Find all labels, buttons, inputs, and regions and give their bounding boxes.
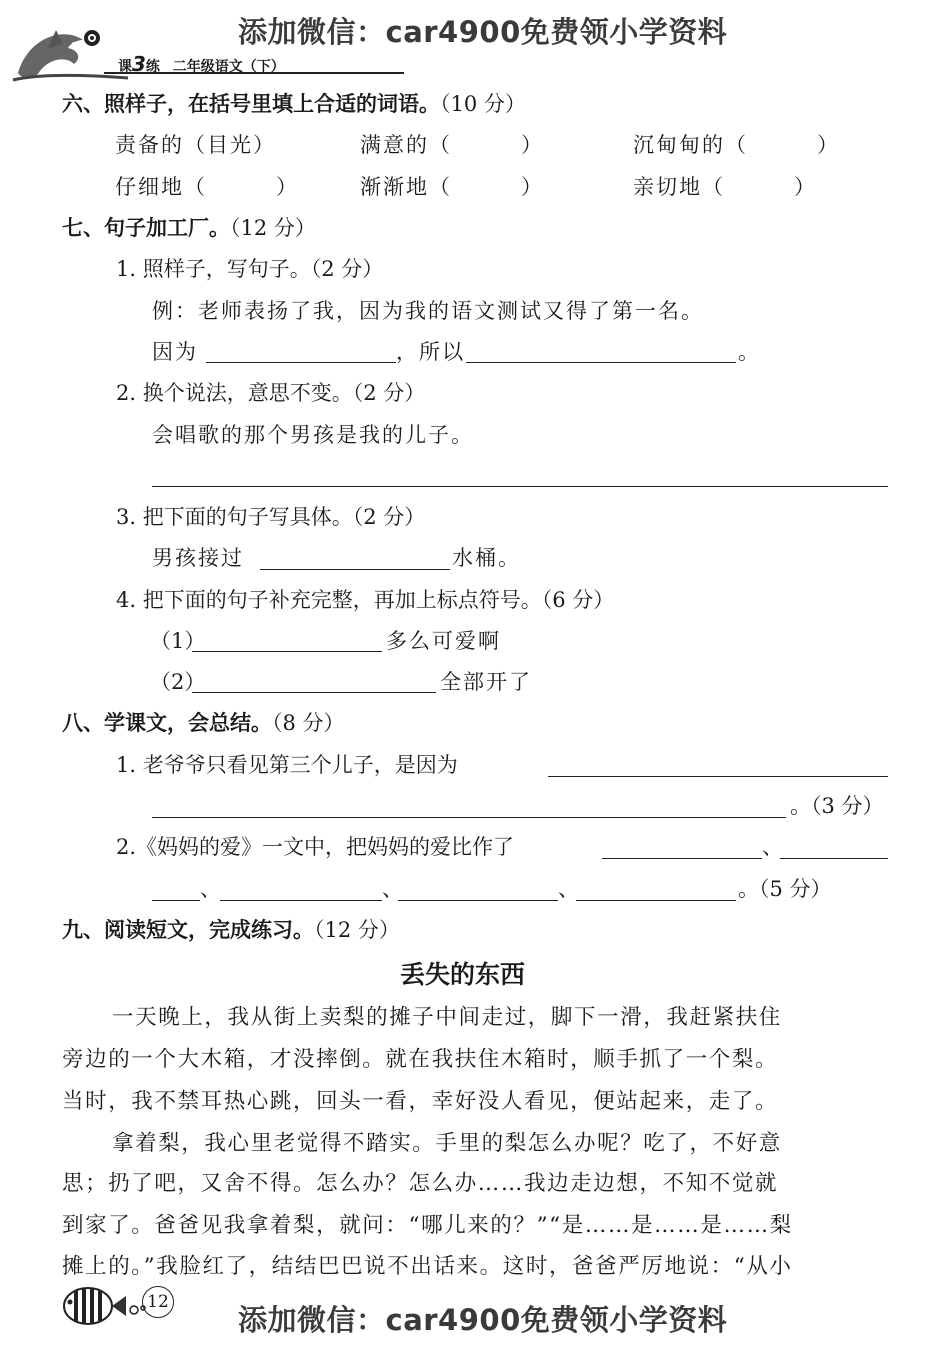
s8-q2-text: 2.《妈妈的爱》一文中，把妈妈的爱比作了: [116, 835, 515, 859]
s8-q1-text: 1. 老爷爷只看见第三个儿子，是因为: [116, 753, 458, 777]
s7-q1-label: 1. 照样子，写句子。（2 分）: [116, 257, 384, 281]
section8-points: （8 分）: [272, 711, 345, 735]
watermark-bottom: 添加微信：car4900免费领小学资料: [238, 1303, 728, 1337]
watermark-top: 添加微信：car4900免费领小学资料: [238, 15, 728, 49]
fish-icon: [58, 1284, 148, 1328]
story-line-2: 旁边的一个大木箱，才没摔倒。就在我扶住木箱时，顺手抓了一个梨。: [62, 1047, 779, 1072]
s7-q1-blank-a[interactable]: [206, 362, 396, 363]
s6-item-4: 仔细地（ ）: [115, 175, 299, 199]
s7-q4-item2-blank[interactable]: [192, 692, 436, 693]
header-rule: [104, 72, 404, 74]
s8-q2-blank-1[interactable]: [602, 858, 762, 859]
section9-heading: [62, 914, 400, 944]
s6-item-2: 满意的（ ）: [360, 133, 544, 157]
s7-q4-item1-tail: 多么可爱啊: [386, 629, 501, 653]
story-line-4: 拿着梨，我心里老觉得不踏实。手里的梨怎么办呢？吃了，不好意: [112, 1131, 782, 1156]
s7-q2-sentence: 会唱歌的那个男孩是我的儿子。: [152, 423, 474, 447]
s6-item-3: 沉甸甸的（ ）: [633, 133, 840, 157]
lesson-suffix: 练: [145, 59, 160, 75]
s8-q2-sep-2: 、: [200, 877, 221, 901]
s7-q1-example: 例：老师表扬了我，因为我的语文测试又得了第一名。: [152, 299, 704, 323]
s7-q4-item1-blank[interactable]: [192, 651, 382, 652]
page-number: 12: [142, 1286, 174, 1318]
dolphin-logo-icon: [8, 18, 133, 88]
s8-q2-sep-4: 、: [558, 877, 579, 901]
s7-q4-item2-num: （2）: [150, 670, 206, 694]
section8-heading: [62, 707, 345, 737]
s7-q1-part-c: 。: [738, 340, 759, 364]
s7-q4-item1-num: （1）: [150, 629, 206, 653]
section7-heading: [62, 212, 316, 242]
s7-q3-part-b: 水桶。: [452, 546, 521, 570]
section9-points: （12 分）: [314, 918, 400, 942]
s8-q2-tail: 。（5 分）: [738, 877, 832, 901]
section7-points: （12 分）: [230, 216, 316, 240]
story-line-3: 当时，我不禁耳热心跳，回头一看，幸好没人看见，便站起来，走了。: [62, 1089, 779, 1114]
s7-q4-label: 4. 把下面的句子补充完整，再加上标点符号。（6 分）: [116, 588, 615, 612]
s7-q1-part-a: 因为: [152, 340, 198, 364]
s7-q1-part-b: ，所以: [396, 340, 465, 364]
s8-q2-blank-2a[interactable]: [780, 858, 888, 859]
story-line-5: 思；扔了吧，又舍不得。怎么办？怎么办……我边走边想，不知不觉就: [62, 1171, 779, 1196]
section6-title: 六、照样子，在括号里填上合适的词语。: [62, 92, 440, 116]
book-title: 二年级语文（下）: [172, 59, 285, 75]
s8-q2-blank-4[interactable]: [398, 900, 558, 901]
s7-q3-part-a: 男孩接过: [152, 546, 244, 570]
section6-points: （10 分）: [440, 92, 526, 116]
s6-item-6: 亲切地（ ）: [633, 175, 817, 199]
section6-heading: [62, 88, 526, 118]
s8-q2-blank-5[interactable]: [576, 900, 736, 901]
s8-q2-sep-3: 、: [382, 877, 403, 901]
section8-title: 八、学课文，会总结。: [62, 711, 272, 735]
s7-q4-item2-tail: 全部开了: [440, 670, 532, 694]
s8-q2-blank-2b[interactable]: [152, 900, 200, 901]
s7-q1-blank-b[interactable]: [466, 362, 736, 363]
s8-q1-blank-2[interactable]: [152, 817, 786, 818]
s6-item-1: 责备的（目光）: [115, 133, 276, 157]
s8-q2-blank-3[interactable]: [220, 900, 382, 901]
s8-q1-blank-1[interactable]: [548, 776, 888, 777]
section7-title: 七、句子加工厂。: [62, 216, 230, 240]
s6-item-5: 渐渐地（ ）: [360, 175, 544, 199]
story-line-7: 摊上的。”我脸红了，结结巴巴说不出话来。这时，爸爸严厉地说：“从小: [62, 1254, 793, 1279]
story-line-6: 到家了。爸爸见我拿着梨，就问：“哪儿来的？”“是……是……是……梨: [62, 1213, 793, 1238]
ball-icon: [82, 28, 102, 48]
story-line-1: 一天晚上，我从街上卖梨的摊子中间走过，脚下一滑，我赶紧扶住: [112, 1005, 782, 1030]
lesson-number: 3: [132, 52, 146, 76]
story-title: 丢失的东西: [400, 960, 526, 989]
s8-q2-sep-1: 、: [762, 835, 783, 859]
s7-q2-label: 2. 换个说法，意思不变。（2 分）: [116, 381, 426, 405]
s7-q3-label: 3. 把下面的句子写具体。（2 分）: [116, 505, 426, 529]
s7-q2-answer-line[interactable]: [152, 486, 888, 487]
s7-q3-blank[interactable]: [260, 569, 450, 570]
lesson-prefix: 课: [118, 59, 132, 75]
section9-title: 九、阅读短文，完成练习。: [62, 918, 314, 942]
s8-q1-tail: 。（3 分）: [790, 794, 884, 818]
